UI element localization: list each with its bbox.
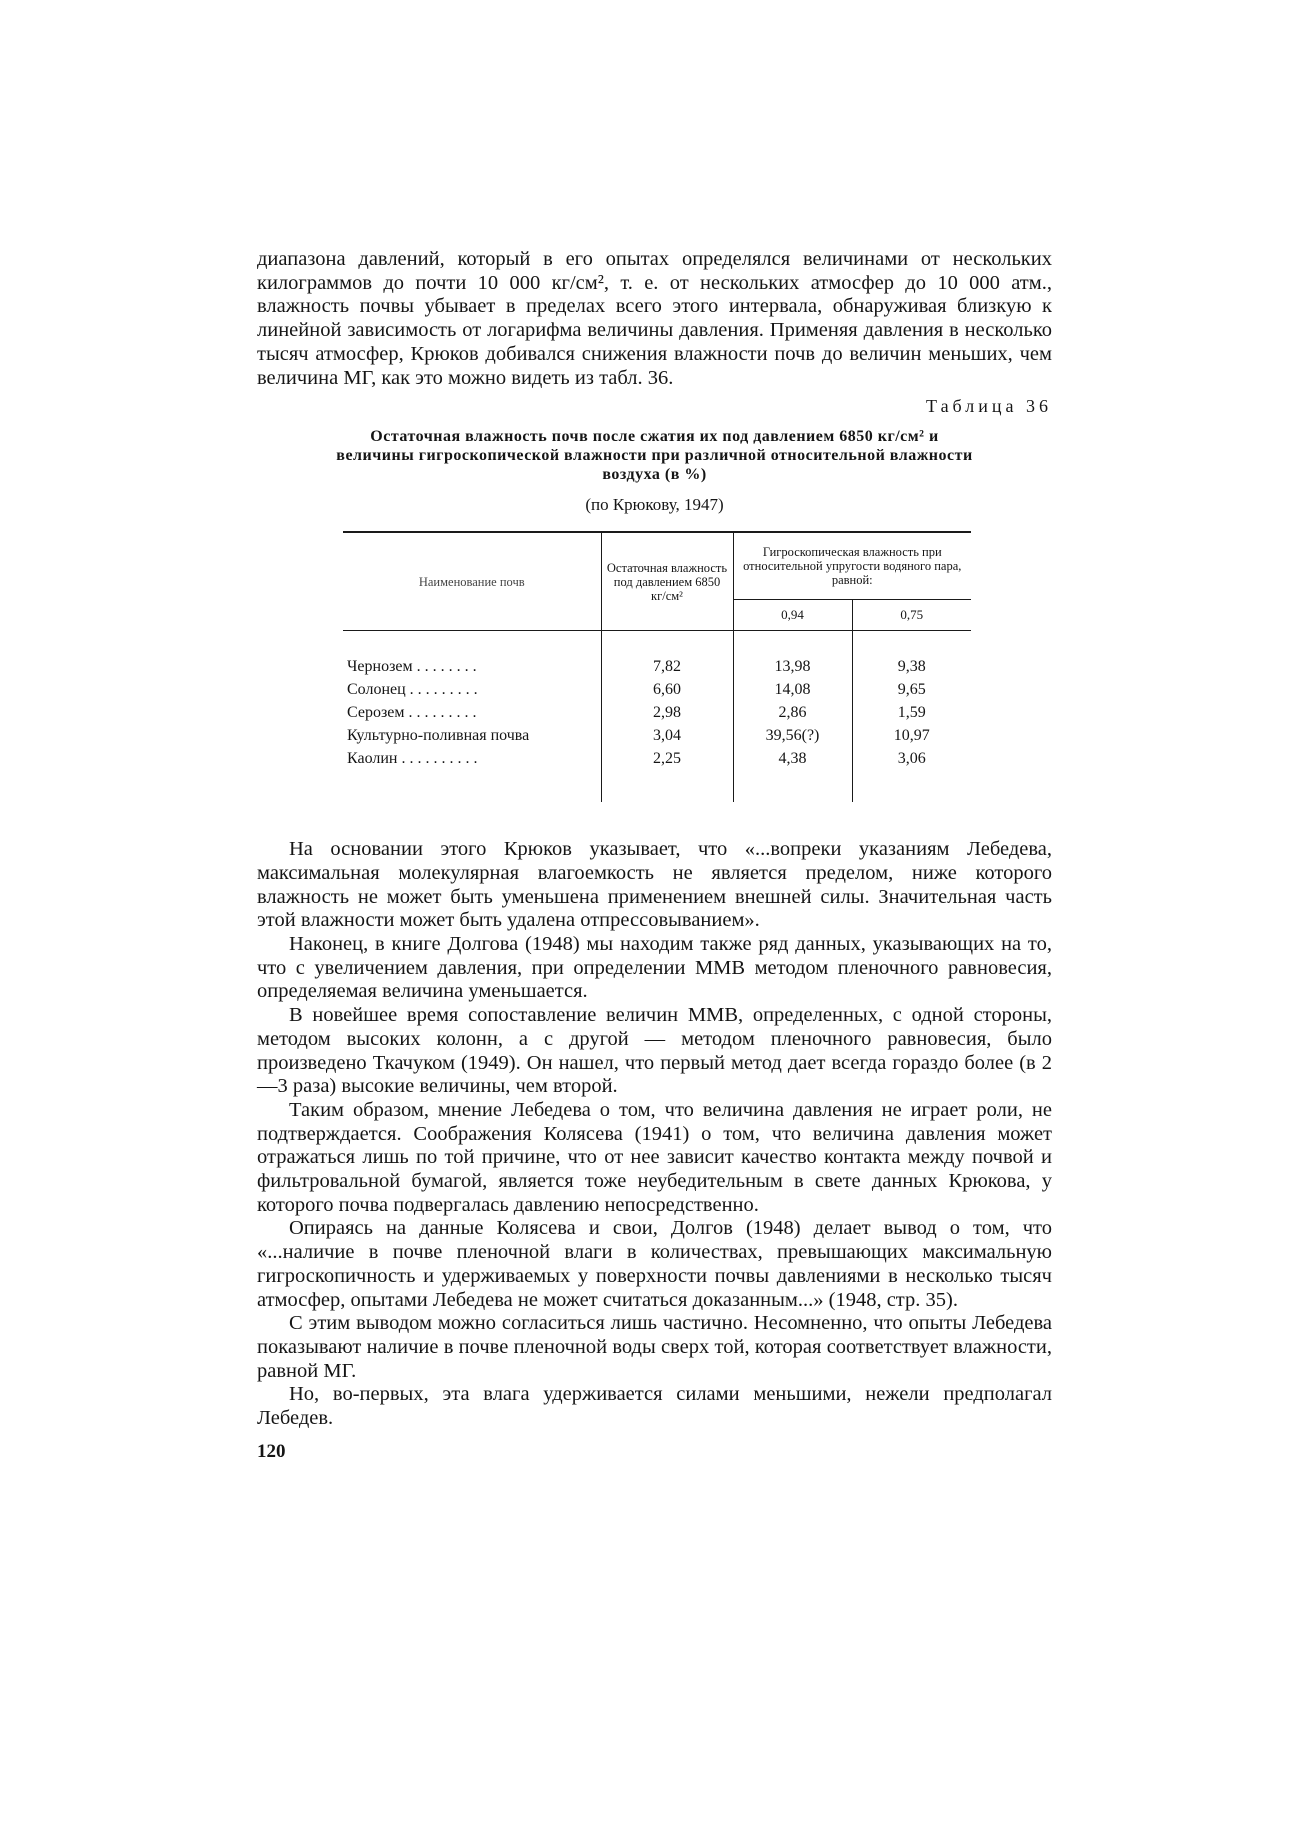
page-content [257,248,1052,1463]
paragraph: Таким образом, мнение Лебедева о том, что величина давления не играет роли, не подтверждается. Соображения Колясева (1941) о том, что величина давления может отражаться лишь по той причине, что от нее зависит качество контакта между почвой и фильтровальной бумагой, является тоже неубедительным в свете данных Крюкова, у которого почва подвергалась давлению непосредственно. [257,1098,1052,1216]
h075-cell: 9,38 [852,655,971,678]
soil-name-cell: Каолин . . . . . . . . . . [347,750,478,768]
paragraph: Но, во-первых, эта влага удерживается силами меньшими, нежели предполагал Лебедев. [257,1383,1052,1430]
h075-cell: 1,59 [852,701,971,724]
residual-cell: 7,82 [601,655,733,678]
soil-name-cell: Чернозем . . . . . . . . [347,658,477,676]
header-soil-name: Наименование почв [343,532,601,631]
residual-cell: 3,04 [601,724,733,747]
paragraph: Опираясь на данные Колясева и свои, Долгов (1948) делает вывод о том, что «...наличие в почве пленочной влаги в количествах, превышающих максимальную гигроскопичность и удерживаемых у поверхности почвы давлениями в несколько тысяч атмосфер, опытами Лебедева не может считаться доказанным...» (1948, стр. 35). [257,1217,1052,1311]
h075-cell: 3,06 [852,747,971,770]
header-hygroscopic: Гигроскопическая влажность при относительной упругости водяного пара, равной: [733,532,971,600]
h094-cell: 2,86 [733,701,852,724]
h094-cell: 4,38 [733,747,852,770]
paragraph: Наконец, в книге Долгова (1948) мы находим также ряд данных, указывающих на то, что с увеличением давления, при определении ММВ методом пленочного равновесия, определяемая величина уменьшается. [257,933,1052,1003]
header-residual-moisture: Остаточная влажность под давлением 6850 кг/см² [601,532,733,631]
paragraph: На основании этого Крюков указывает, что «...вопреки указаниям Лебедева, максимальная молекулярная влагоемкость не является пределом, ниже которого влажность не может быть уменьшена применением внешней силы. Значительная часть этой влажности может быть удалена отпрессовыванием». [257,838,1052,932]
paragraph: С этим выводом можно согласиться лишь частично. Несомненно, что опыты Лебедева показывают наличие в почве пленочной воды сверх той, которая соответствует влажности, равной МГ. [257,1312,1052,1382]
residual-cell: 2,25 [601,747,733,770]
soil-moisture-table [343,531,971,802]
soil-name-cell: Серозем . . . . . . . . . [347,704,477,722]
soil-name-cell: Солонец . . . . . . . . . [347,681,478,699]
h094-cell: 14,08 [733,678,852,701]
table-source: (по Крюкову, 1947) [585,495,724,515]
table-row [343,678,971,701]
table-row [343,701,971,724]
table-row [343,747,971,770]
table-row [343,655,971,678]
table-label: Таблица 36 [926,396,1052,417]
residual-cell: 2,98 [601,701,733,724]
paragraph: В новейшее время сопоставление величин ММВ, определенных, с одной стороны, методом высоких колонн, а с другой — методом пленочного равновесия, было произведено Ткачуком (1949). Он нашел, что первый метод дает всегда гораздо более (в 2—3 раза) высокие величины, чем второй. [257,1004,1052,1098]
intro-paragraph: диапазона давлений, который в его опытах определялся величинами от нескольких килограммов до почти 10 000 кг/см², т. е. от нескольких атмосфер до 10 000 атм., влажность почвы убывает в пределах всего этого интервала, обнаруживая близкую к линейной зависимость от логарифма величины давления. Применяя давления в несколько тысяч атмосфер, Крюков добивался снижения влажности почв до величин меньших, чем величина МГ, как это можно видеть из табл. 36. [257,248,1052,389]
page-number: 120 [257,1440,286,1462]
header-col-075: 0,75 [852,600,971,631]
h075-cell: 10,97 [852,724,971,747]
table-row [343,724,971,747]
soil-name-cell: Культурно-поливная почва [347,727,530,745]
table-title: Остаточная влажность почв после сжатия их под давлением 6850 кг/см² и величины гигроскопической влажности при различной относительной влажности воздуха (в %) [336,428,973,484]
h094-cell: 39,56(?) [733,724,852,747]
residual-cell: 6,60 [601,678,733,701]
body-text [257,838,1052,1431]
h094-cell: 13,98 [733,655,852,678]
h075-cell: 9,65 [852,678,971,701]
header-col-094: 0,94 [733,600,852,631]
